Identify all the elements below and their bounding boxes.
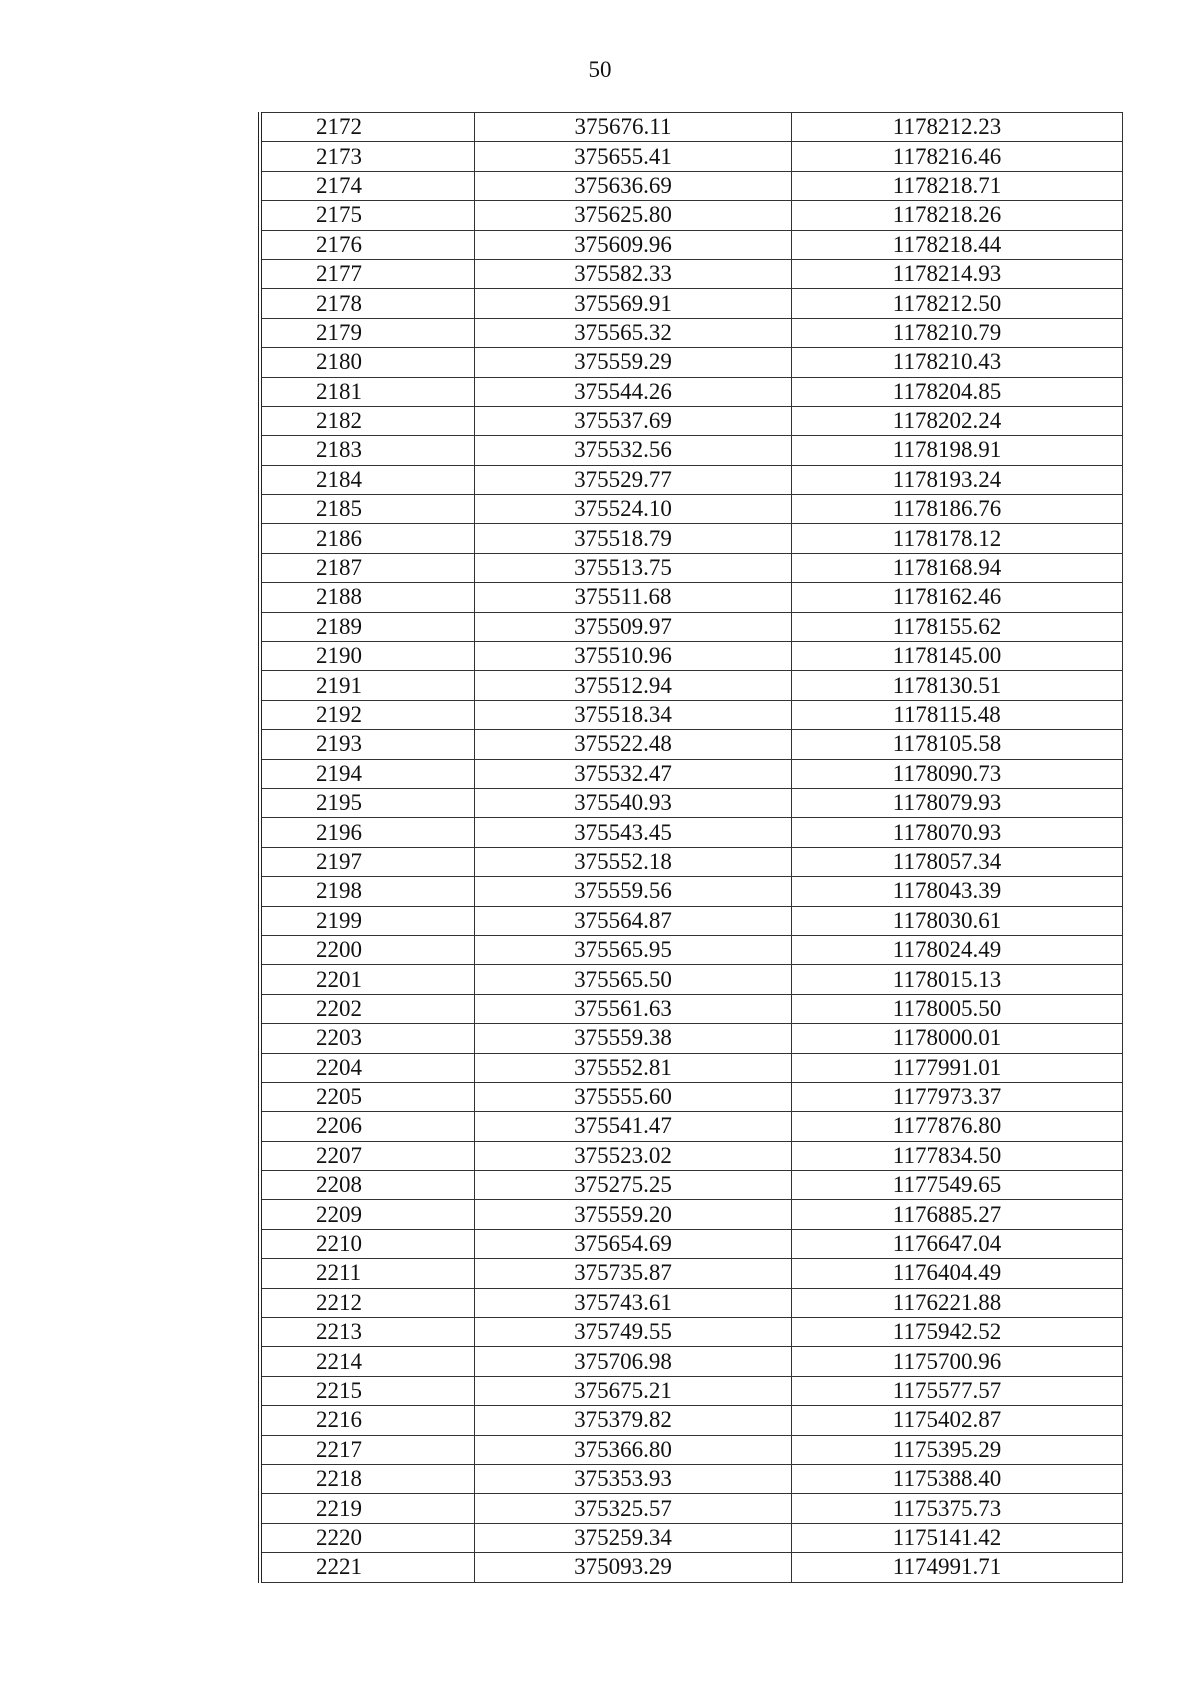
x-coordinate-cell: 375513.75 — [475, 553, 792, 582]
x-coordinate-cell: 375523.02 — [475, 1141, 792, 1170]
x-coordinate-cell: 375559.20 — [475, 1200, 792, 1229]
point-number-cell: 2205 — [260, 1082, 475, 1111]
table-row — [260, 524, 1123, 553]
point-number-cell: 2210 — [260, 1229, 475, 1258]
point-number-cell: 2178 — [260, 289, 475, 318]
point-number-cell: 2206 — [260, 1112, 475, 1141]
point-number-cell: 2174 — [260, 171, 475, 200]
point-number-cell: 2211 — [260, 1259, 475, 1288]
x-coordinate-cell: 375512.94 — [475, 671, 792, 700]
table-row — [260, 671, 1123, 700]
y-coordinate-cell: 1178202.24 — [792, 406, 1123, 435]
x-coordinate-cell: 375565.50 — [475, 965, 792, 994]
point-number-cell: 2201 — [260, 965, 475, 994]
y-coordinate-cell: 1174991.71 — [792, 1553, 1123, 1582]
point-number-cell: 2204 — [260, 1053, 475, 1082]
point-number-cell: 2185 — [260, 495, 475, 524]
x-coordinate-cell: 375675.21 — [475, 1376, 792, 1405]
y-coordinate-cell: 1178162.46 — [792, 583, 1123, 612]
page-number: 50 — [588, 57, 612, 82]
point-number-cell: 2175 — [260, 201, 475, 230]
point-number-cell: 2207 — [260, 1141, 475, 1170]
x-coordinate-cell: 375518.34 — [475, 700, 792, 729]
table-row — [260, 906, 1123, 935]
table-row — [260, 1553, 1123, 1582]
x-coordinate-cell: 375541.47 — [475, 1112, 792, 1141]
x-coordinate-cell: 375532.56 — [475, 436, 792, 465]
point-number-cell: 2213 — [260, 1318, 475, 1347]
point-number-cell: 2208 — [260, 1171, 475, 1200]
y-coordinate-cell: 1178043.39 — [792, 877, 1123, 906]
table-row — [260, 730, 1123, 759]
point-number-cell: 2184 — [260, 465, 475, 494]
table-row — [260, 1082, 1123, 1111]
point-number-cell: 2180 — [260, 348, 475, 377]
table-row — [260, 553, 1123, 582]
y-coordinate-cell: 1178218.26 — [792, 201, 1123, 230]
x-coordinate-cell: 375509.97 — [475, 612, 792, 641]
x-coordinate-cell: 375275.25 — [475, 1171, 792, 1200]
point-number-cell: 2196 — [260, 818, 475, 847]
table-row — [260, 465, 1123, 494]
y-coordinate-cell: 1175395.29 — [792, 1435, 1123, 1464]
x-coordinate-cell: 375749.55 — [475, 1318, 792, 1347]
x-coordinate-cell: 375259.34 — [475, 1523, 792, 1552]
x-coordinate-cell: 375532.47 — [475, 759, 792, 788]
y-coordinate-cell: 1176404.49 — [792, 1259, 1123, 1288]
y-coordinate-cell: 1178218.44 — [792, 230, 1123, 259]
y-coordinate-cell: 1178015.13 — [792, 965, 1123, 994]
table-row — [260, 1494, 1123, 1523]
point-number-cell: 2198 — [260, 877, 475, 906]
table-row — [260, 171, 1123, 200]
y-coordinate-cell: 1178168.94 — [792, 553, 1123, 582]
table-row — [260, 788, 1123, 817]
table-row — [260, 113, 1123, 142]
table-row — [260, 230, 1123, 259]
x-coordinate-cell: 375706.98 — [475, 1347, 792, 1376]
table-row — [260, 1141, 1123, 1170]
y-coordinate-cell: 1176647.04 — [792, 1229, 1123, 1258]
point-number-cell: 2219 — [260, 1494, 475, 1523]
y-coordinate-cell: 1178186.76 — [792, 495, 1123, 524]
table-row — [260, 642, 1123, 671]
x-coordinate-cell: 375561.63 — [475, 994, 792, 1023]
table-row — [260, 142, 1123, 171]
x-coordinate-cell: 375325.57 — [475, 1494, 792, 1523]
y-coordinate-cell: 1178030.61 — [792, 906, 1123, 935]
point-number-cell: 2220 — [260, 1523, 475, 1552]
x-coordinate-cell: 375636.69 — [475, 171, 792, 200]
y-coordinate-cell: 1178218.71 — [792, 171, 1123, 200]
x-coordinate-cell: 375582.33 — [475, 259, 792, 288]
point-number-cell: 2193 — [260, 730, 475, 759]
table-row — [260, 1200, 1123, 1229]
table-row — [260, 583, 1123, 612]
y-coordinate-cell: 1178145.00 — [792, 642, 1123, 671]
table-row — [260, 318, 1123, 347]
point-number-cell: 2192 — [260, 700, 475, 729]
y-coordinate-cell: 1178155.62 — [792, 612, 1123, 641]
y-coordinate-cell: 1178070.93 — [792, 818, 1123, 847]
x-coordinate-cell: 375609.96 — [475, 230, 792, 259]
point-number-cell: 2212 — [260, 1288, 475, 1317]
table-row — [260, 1376, 1123, 1405]
table-row — [260, 1171, 1123, 1200]
y-coordinate-cell: 1178193.24 — [792, 465, 1123, 494]
table-row — [260, 1523, 1123, 1552]
table-row — [260, 847, 1123, 876]
point-number-cell: 2176 — [260, 230, 475, 259]
y-coordinate-cell: 1178090.73 — [792, 759, 1123, 788]
table-row — [260, 1229, 1123, 1258]
table-row — [260, 348, 1123, 377]
y-coordinate-cell: 1177973.37 — [792, 1082, 1123, 1111]
x-coordinate-cell: 375353.93 — [475, 1464, 792, 1493]
y-coordinate-cell: 1178130.51 — [792, 671, 1123, 700]
point-number-cell: 2172 — [260, 113, 475, 142]
point-number-cell: 2218 — [260, 1464, 475, 1493]
y-coordinate-cell: 1177834.50 — [792, 1141, 1123, 1170]
y-coordinate-cell: 1178212.23 — [792, 113, 1123, 142]
point-number-cell: 2209 — [260, 1200, 475, 1229]
x-coordinate-cell: 375743.61 — [475, 1288, 792, 1317]
table-row — [260, 1406, 1123, 1435]
y-coordinate-cell: 1178079.93 — [792, 788, 1123, 817]
table-row — [260, 289, 1123, 318]
table-row — [260, 377, 1123, 406]
table-row — [260, 1024, 1123, 1053]
y-coordinate-cell: 1175942.52 — [792, 1318, 1123, 1347]
table-row — [260, 1318, 1123, 1347]
x-coordinate-cell: 375565.95 — [475, 935, 792, 964]
x-coordinate-cell: 375529.77 — [475, 465, 792, 494]
table-row — [260, 612, 1123, 641]
point-number-cell: 2203 — [260, 1024, 475, 1053]
point-number-cell: 2221 — [260, 1553, 475, 1582]
x-coordinate-cell: 375735.87 — [475, 1259, 792, 1288]
point-number-cell: 2177 — [260, 259, 475, 288]
y-coordinate-cell: 1178000.01 — [792, 1024, 1123, 1053]
point-number-cell: 2183 — [260, 436, 475, 465]
x-coordinate-cell: 375559.29 — [475, 348, 792, 377]
x-coordinate-cell: 375537.69 — [475, 406, 792, 435]
x-coordinate-cell: 375559.38 — [475, 1024, 792, 1053]
y-coordinate-cell: 1175402.87 — [792, 1406, 1123, 1435]
point-number-cell: 2186 — [260, 524, 475, 553]
y-coordinate-cell: 1177991.01 — [792, 1053, 1123, 1082]
point-number-cell: 2194 — [260, 759, 475, 788]
x-coordinate-cell: 375552.18 — [475, 847, 792, 876]
y-coordinate-cell: 1178214.93 — [792, 259, 1123, 288]
y-coordinate-cell: 1176885.27 — [792, 1200, 1123, 1229]
table-row — [260, 818, 1123, 847]
x-coordinate-cell: 375510.96 — [475, 642, 792, 671]
table-row — [260, 1435, 1123, 1464]
x-coordinate-cell: 375544.26 — [475, 377, 792, 406]
point-number-cell: 2215 — [260, 1376, 475, 1405]
table-row — [260, 495, 1123, 524]
x-coordinate-cell: 375379.82 — [475, 1406, 792, 1435]
table-row — [260, 1259, 1123, 1288]
point-number-cell: 2182 — [260, 406, 475, 435]
table-row — [260, 700, 1123, 729]
y-coordinate-cell: 1175141.42 — [792, 1523, 1123, 1552]
point-number-cell: 2197 — [260, 847, 475, 876]
x-coordinate-cell: 375522.48 — [475, 730, 792, 759]
point-number-cell: 2181 — [260, 377, 475, 406]
point-number-cell: 2202 — [260, 994, 475, 1023]
x-coordinate-cell: 375564.87 — [475, 906, 792, 935]
table-row — [260, 759, 1123, 788]
table-row — [260, 436, 1123, 465]
table-row — [260, 1464, 1123, 1493]
point-number-cell: 2214 — [260, 1347, 475, 1376]
table-row — [260, 1112, 1123, 1141]
x-coordinate-cell: 375569.91 — [475, 289, 792, 318]
y-coordinate-cell: 1178105.58 — [792, 730, 1123, 759]
point-number-cell: 2173 — [260, 142, 475, 171]
point-number-cell: 2216 — [260, 1406, 475, 1435]
y-coordinate-cell: 1176221.88 — [792, 1288, 1123, 1317]
point-number-cell: 2189 — [260, 612, 475, 641]
point-number-cell: 2190 — [260, 642, 475, 671]
x-coordinate-cell: 375676.11 — [475, 113, 792, 142]
y-coordinate-cell: 1178115.48 — [792, 700, 1123, 729]
y-coordinate-cell: 1178005.50 — [792, 994, 1123, 1023]
point-number-cell: 2217 — [260, 1435, 475, 1464]
table-row — [260, 201, 1123, 230]
y-coordinate-cell: 1178198.91 — [792, 436, 1123, 465]
point-number-cell: 2195 — [260, 788, 475, 817]
point-number-cell: 2191 — [260, 671, 475, 700]
y-coordinate-cell: 1175375.73 — [792, 1494, 1123, 1523]
x-coordinate-cell: 375555.60 — [475, 1082, 792, 1111]
x-coordinate-cell: 375540.93 — [475, 788, 792, 817]
y-coordinate-cell: 1178210.79 — [792, 318, 1123, 347]
x-coordinate-cell: 375654.69 — [475, 1229, 792, 1258]
x-coordinate-cell: 375366.80 — [475, 1435, 792, 1464]
point-number-cell: 2187 — [260, 553, 475, 582]
y-coordinate-cell: 1178057.34 — [792, 847, 1123, 876]
table-row — [260, 965, 1123, 994]
x-coordinate-cell: 375565.32 — [475, 318, 792, 347]
point-number-cell: 2179 — [260, 318, 475, 347]
y-coordinate-cell: 1175700.96 — [792, 1347, 1123, 1376]
table-row — [260, 1288, 1123, 1317]
table-row — [260, 877, 1123, 906]
y-coordinate-cell: 1177549.65 — [792, 1171, 1123, 1200]
x-coordinate-cell: 375524.10 — [475, 495, 792, 524]
point-number-cell: 2188 — [260, 583, 475, 612]
y-coordinate-cell: 1178024.49 — [792, 935, 1123, 964]
x-coordinate-cell: 375625.80 — [475, 201, 792, 230]
y-coordinate-cell: 1178216.46 — [792, 142, 1123, 171]
y-coordinate-cell: 1177876.80 — [792, 1112, 1123, 1141]
x-coordinate-cell: 375543.45 — [475, 818, 792, 847]
x-coordinate-cell: 375518.79 — [475, 524, 792, 553]
y-coordinate-cell: 1178210.43 — [792, 348, 1123, 377]
y-coordinate-cell: 1175388.40 — [792, 1464, 1123, 1493]
x-coordinate-cell: 375559.56 — [475, 877, 792, 906]
y-coordinate-cell: 1178204.85 — [792, 377, 1123, 406]
x-coordinate-cell: 375552.81 — [475, 1053, 792, 1082]
x-coordinate-cell: 375511.68 — [475, 583, 792, 612]
table-row — [260, 259, 1123, 288]
table-row — [260, 1053, 1123, 1082]
point-number-cell: 2200 — [260, 935, 475, 964]
y-coordinate-cell: 1175577.57 — [792, 1376, 1123, 1405]
table-row — [260, 994, 1123, 1023]
y-coordinate-cell: 1178212.50 — [792, 289, 1123, 318]
y-coordinate-cell: 1178178.12 — [792, 524, 1123, 553]
x-coordinate-cell: 375093.29 — [475, 1553, 792, 1582]
table-row — [260, 1347, 1123, 1376]
x-coordinate-cell: 375655.41 — [475, 142, 792, 171]
table-row — [260, 406, 1123, 435]
coordinates-table — [258, 112, 1123, 1583]
table-row — [260, 935, 1123, 964]
point-number-cell: 2199 — [260, 906, 475, 935]
coordinates-table-body — [260, 113, 1123, 1583]
